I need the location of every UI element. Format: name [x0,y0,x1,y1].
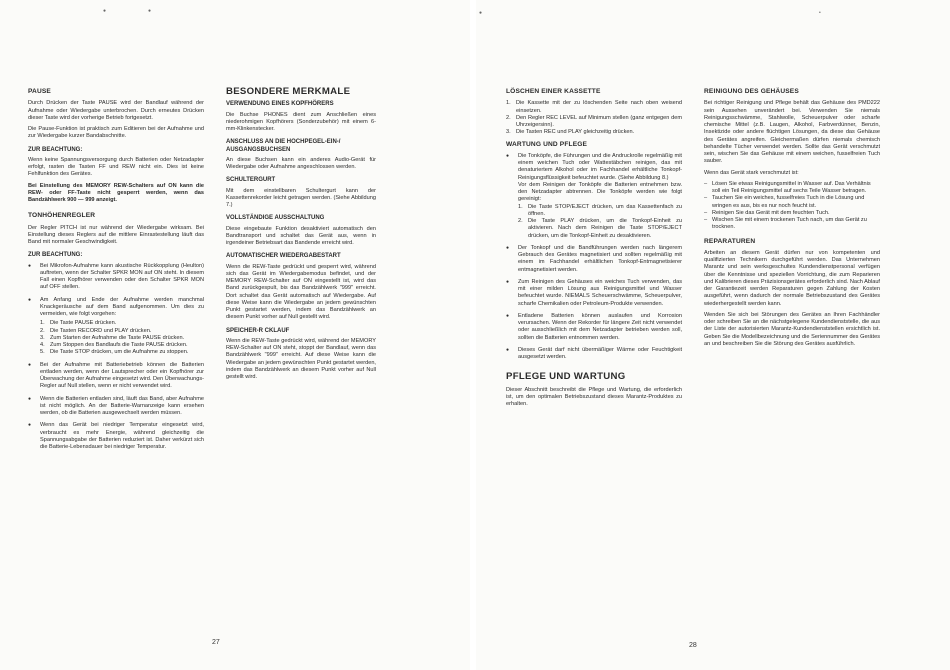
step-item: 4. Zum Stoppen des Bandlaufs die Taste PAUSE drücken. [40,342,188,348]
step-item: 1. Die Taste PAUSE drücken. [40,320,117,327]
list-item: – Wischen Sie mit einem trockenen Tuch nach, um das Gerät zu trocknen. [704,217,880,232]
scan-dot: ● [148,8,152,14]
note-heading: ZUR BEACHTUNG: [28,252,83,259]
column-housing [704,88,880,352]
paragraph: Arbeiten an diesem Gerät dürfen nur von kompetenten und qualifizierten Technikern durchgeführt werden. Das Unternehmen Marantz und sein werksgeschultes Kundendienstpersonal verfügen über die Kenntnisse und speziellen Vorrichtung, die zum Reparieren und Kalibrieren dieses Präzisionsgerätes erforderlich sind. Nach Ablauf der Garantiezeit werden Reparaturen gegen Zahlung der Kosten ausgeführt, wenn dadurch der normale Betriebszustand des Gerätes wiederhergestellt werden kann. [704,249,880,307]
step-item: 1. Die Taste STOP/EJECT drücken, um das Kassettenfach zu öffnen. [518,203,682,217]
step-list [40,320,204,356]
scan-dot: • [819,10,821,16]
step-item: 1. Die Kassette mit der zu löschenden Seite nach oben weisend einsetzen. [506,100,682,114]
paragraph: An diese Buchsen kann ein anderes Audio-Gerät für Wiedergabe oder Aufnahme angeschlossen werden. [226,156,376,170]
section-heading: TONHÖHENREGLER [28,212,96,220]
step-item: 3. Zum Starten der Aufnahme die Taste PAUSE drücken. [40,334,185,341]
paragraph: Durch Drücken der Taste PAUSE wird der Bandlauf während der Aufnahme oder Wiedergabe unterbrochen. Durch erneutes Drücken dieser Taste wird der vorherige Betrieb fortgesetzt. [28,100,204,121]
paragraph: Die Pause-Funktion ist praktisch zum Editieren bei der Aufnahme und zur Wiedergabe kurzer Bandabschnitte. [28,126,204,140]
list-item: ● Wenn das Gerät bei niedriger Temperatur eingesetzt wird, verbraucht es mehr Energie, während gleichzeitig die Spannungsabgabe der Batterien reduziert ist. Daher verkürzt sich die Batterie-Lebensdauer bei niedriger Temperatur. [28,422,204,451]
dash-list [704,181,880,232]
step-list [518,204,682,240]
paragraph: Wenden Sie sich bei Störungen des Gerätes an Ihren Fachhändler oder schreiben Sie an die nächstgelegene Kundendienststelle, die aus der Liste der autorisierten Marantz-Kundendienststellen ersichtlich ist. Geben Sie die Modellbezeichnung und die Seriennummer des Gerätes an und beschreiben Sie die Störung des Gerätes ausführlich. [704,311,880,347]
list-item-text: ● Die Tonköpfe, die Führungen und die Andruckrolle regelmäßig mit einem weichen Tuch oder Wattestäbchen reinigen, das mit denaturiertem Alkohol oder im Fachhandel erhältliche Tonkopf-Reinigungsflüssigkeit befeuchtet wurde. (Siehe Abbildung 8.) [518,152,682,181]
feature-heading: VERWENDUNG EINES KOPFHÖRERS [226,101,334,108]
list-item: ● Entladene Batterien können auslaufen und Korrosion verursachen. Wenn der Rekorder für längere Zeit nicht verwendet oder ausschließlich mit dem Netzadapter betrieben werden soll, sollten die Batterien entnommen werden. [506,313,682,342]
column-maintenance [506,88,682,412]
list-item [28,297,204,357]
paragraph: Der Regler PITCH ist nur während der Wiedergabe wirksam. Bei Einstellung dieses Reglers auf die mittlere Einrastestellung läuft das Band mit normaler Geschwindigkeit. [28,224,204,245]
column-features [226,88,376,385]
scan-dot: ● [103,8,107,14]
list-item: ● Bei der Aufnahme mit Batteriebetrieb können die Batterien entladen werden, wenn der Lautsprecher oder ein Kopfhörer zur Überwachung der Aufnahme eingesetzt wird. Den Überwachungs-Regler auf Null stellen, wenn er nicht verwendet wird. [28,362,204,391]
list-item: ● Bei Mikrofon-Aufnahme kann akustische Rückkopplung (Heulton) auftreten, wenn der Schalter SPKR MON auf ON steht. In diesem Fall einen Kopfhörer verwenden oder den Schalter SPKR MON auf OFF stellen. [28,263,204,292]
list-item: – Tauchen Sie ein weiches, fusselfreies Tuch in die Lösung und wringen es aus, bis es nur noch feucht ist. [704,195,880,210]
section-heading: REINIGUNG DES GEHÄUSES [704,88,799,95]
care-list [506,153,682,362]
note-list [28,263,204,452]
section-heading: REPARATUREN [704,237,756,245]
section-heading: WARTUNG UND PFLEGE [506,140,588,148]
step-item: 2. Die Tasten RECORD und PLAY drücken. [40,327,152,334]
list-item: ● Dieses Gerät darf nicht übermäßiger Wärme oder Feuchtigkeit ausgesetzt werden. [506,347,682,362]
paragraph: Wenn die REW-Taste gedrückt wird, während der MEMORY REW-Schalter auf ON steht, stoppt der Bandlauf, wenn das Bandzählwerk "999" erreicht. Auf diese Weise kann die Wiedergabe an jedem gewünschten Punkt gestartet werden, indem das Bandzählwerk an diesem Punkt vorher auf Null gestellt wird. [226,337,376,380]
main-heading: BESONDERE MERKMALE [226,86,351,97]
paragraph: Dieser Abschnitt beschreibt die Pflege und Wartung, die erforderlich ist, um den optimalen Betriebszustand dieses Marantz-Produktes zu erhalten. [506,386,682,407]
feature-heading: SPEICHER-R CKLAUF [226,327,290,334]
page-number: 28 [689,642,697,649]
list-item: – Lösen Sie etwas Reinigungsmittel in Wasser auf. Das Verhältnis soll ein Teil Reinigungsmittel auf sechs Teile Wasser betragen. [704,181,880,196]
bold-note: Bei Einstellung des MEMORY REW-Schalters auf ON kann die REW- oder FF-Taste nicht gesperrt werden, wenn das Bandzählwerk 900 — 999 anzeigt. [28,182,204,203]
feature-heading: AUTOMATISCHER WIEDERGABESTART [226,253,341,260]
erase-steps [506,100,682,136]
feature-heading: ANSCHLUSS AN DIE HOCHPEGEL-EIN-/ AUSGANGSBUCHSEN [226,139,341,153]
feature-heading: VOLLSTÄNDIGE AUSSCHALTUNG [226,215,325,222]
list-item: ● Zum Reinigen des Gehäuses ein weiches Tuch verwenden, das mit einer milden Lösung aus Reinigungsmittel und Wasser befeuchtet wurde. NIEMALS Scheuerschwämme, Scheuerpulver, scharfe Chemikalien oder Petroleum-Produkte verwenden. [506,279,682,308]
list-item-text: Vor dem Reinigen der Tonköpfe die Batterien entnehmen bzw. den Netzadapter abtrennen. Die Tonköpfe werden wie folgt gereinigt: [518,181,682,203]
step-item: 5. Die Taste STOP drücken, um die Aufnahme zu stoppen. [40,349,189,356]
left-page [0,0,470,670]
paragraph: Wenn keine Spannungsversorgung durch Batterien oder Netzadapter erfolgt, rasten die Tasten FF und REW nicht ein. Dies ist keine Fehlfunktion des Gerätes. [28,156,204,178]
step-item: 2. Die Taste PLAY drücken, um die Tonkopf-Einheit zu aktivieren. Nach dem Reinigen die Taste STOP/EJECT drücken, um die Tonkopf-Einheit zu desaktivieren. [518,218,682,239]
paragraph: Mit dem einstellbaren Schultergurt kann der Kassettenrekorder leicht getragen werden. (Siehe Abbildung 7.) [226,187,376,208]
step-item: 2. Den Regler REC LEVEL auf Minimum stellen (ganz entgegen dem Uhrzeigersinn). [506,114,682,128]
paragraph: Wenn die REW-Taste gedrückt und gesperrt wird, während sich das Gerät im Wiedergabemodus befindet, und der MEMORY REW-Schalter auf ON eingestellt ist, wird das Band zurückgespult, bis das Bandzählwerk "999" erreicht. Dort schaltet das Gerät automatisch auf Wiedergabe. Auf diese Weise kann die Wiedergabe an jedem gewünschten Punkt gestartet werden, indem das Bandzählwerk an diesem Punkt vorher auf Null gestellt wird. [226,263,376,321]
list-item: – Reinigen Sie das Gerät mit dem feuchten Tuch. [704,210,880,217]
paragraph: Die Buchse PHONES dient zum Anschließen eines niederohmigen Kopfhörers (Sonderzubehör) mit einem 6-mm-Klinkenstecker. [226,111,376,132]
list-item: ● Wenn die Batterien entladen sind, läuft das Band, aber Aufnahme ist nicht möglich. An der Batterie-Warnanzeige kann ersehen werden, ob die Batterien ausgewechselt werden müssen. [28,396,204,418]
paragraph: Diese eingebaute Funktion desaktiviert automatisch den Bandtransport und schaltet das Gerät aus, wenn in irgendeiner Betriebsart das Bandende erreicht wird. [226,225,376,246]
list-item: ● Der Tonkopf und die Bandführungen werden nach längerem Gebrauch des Gerätes magnetisiert und sollten regelmäßig mit einem im Fachhandel erhältlichen Tonkopf-Entmagnetisierer entmagnetisiert werden. [506,245,682,274]
scan-dot: ● [479,10,483,16]
column-pause [28,88,204,456]
right-page [476,0,950,670]
page-number: 27 [212,639,220,646]
paragraph: Wenn das Gerät stark verschmutzt ist: [704,169,799,176]
paragraph: Bei richtiger Reinigung und Pflege behält das Gehäuse des PMD222 sein Aussehen unverändert bei. Verwenden Sie niemals Reinigungsschwämme, Stahlwolle, Scheuerpulver oder scharfe chemische Mittel (z.B. Laugen, Alkohol, Farbverdünner, Benzin, Insektizide oder andere flüchtigen Lösungen, da diese das Gehäuse des Gerätes angreifen. Gleichermaßen dürfen niemals chemisch behandelte Tücher verwendet werden. Sollte das Gerät verschmutzt sein, wischen Sie das Gehäuse mit einem weichen, fusselfreien Tuch sauber. [704,100,880,165]
list-item-text: Am Anfang und Ende der Aufnahme werden manchmal Knackgeräusche auf dem Band aufgenommen. Um dies zu vermeiden, wie folgt vorgehen: [40,296,204,317]
note-heading: ZUR BEACHTUNG: [28,146,83,153]
step-item: 3. Die Tasten REC und PLAY gleichzeitig drücken. [506,129,635,136]
main-heading: PFLEGE UND WARTUNG [506,371,626,383]
feature-heading: SCHULTERGURT [226,177,276,184]
section-heading: PAUSE [28,88,51,95]
section-heading: LÖSCHEN EINER KASSETTE [506,88,601,95]
list-item [506,153,682,240]
